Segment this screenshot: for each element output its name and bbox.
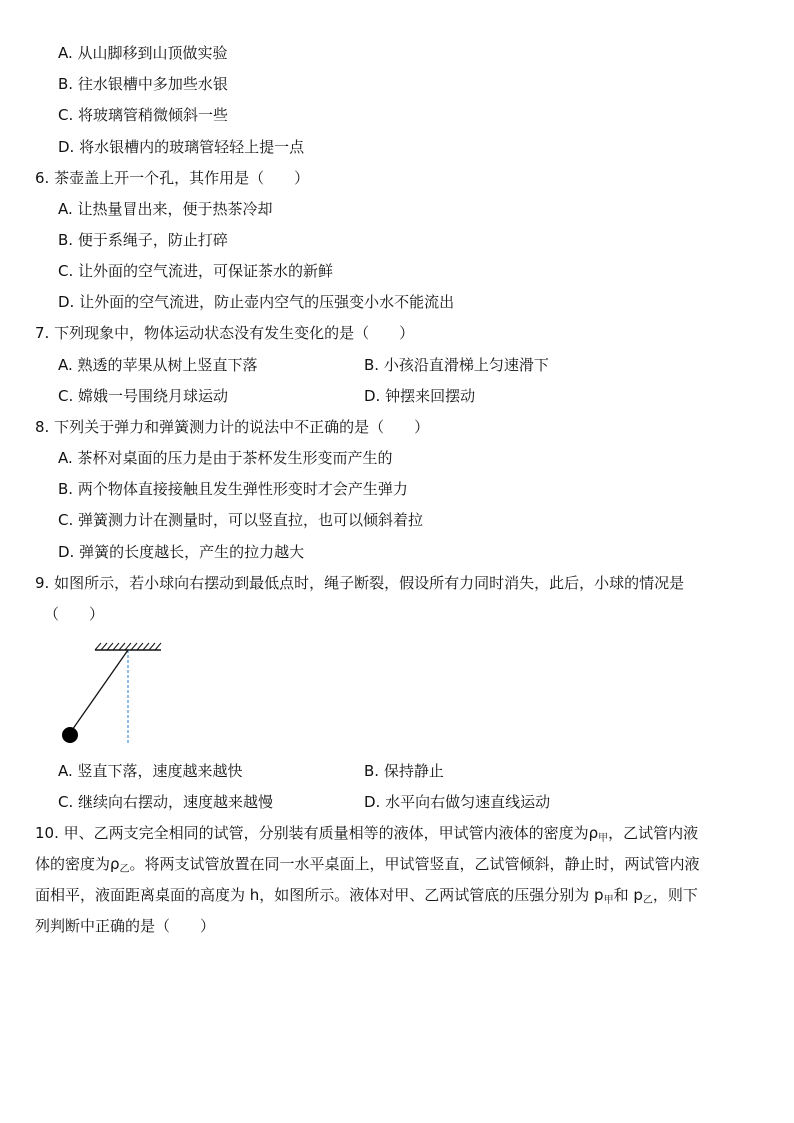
q7-option-a: A. 熟透的苹果从树上竖直下落 [58, 356, 258, 374]
q10-line3 [35, 885, 698, 905]
q9-option-c: C. 继续向右摆动，速度越来越慢 [58, 793, 274, 811]
q10-line1-text: 10. 甲、乙两支完全相同的试管，分别装有质量相等的液体，甲试管内液体的密度为ρ [35, 824, 599, 842]
q5-option-b: B. 往水银槽中多加些水银 [58, 75, 228, 93]
q10-line3-tail: ，则下 [652, 886, 698, 904]
q9-option-a: A. 竖直下落，速度越来越快 [58, 762, 243, 780]
q5-option-c: C. 将玻璃管稍微倾斜一些 [58, 106, 229, 124]
q9-stem-line2: （ ） [44, 605, 105, 623]
q7-option-b: B. 小孩沿直滑梯上匀速滑下 [364, 356, 549, 374]
q5-option-d: D. 将水银槽内的玻璃管轻轻上提一点 [58, 138, 305, 156]
q9-option-d: D. 水平向右做匀速直线运动 [364, 793, 551, 811]
ceiling-hatch [95, 643, 161, 650]
q10-p-jia-subscript: 甲 [603, 895, 614, 906]
q10-line3-mid: 和 p [613, 886, 643, 904]
q10-line3-head: 面相平，液面距离桌面的高度为 h，如图所示。液体对甲、乙两试管底的压强分别为 p [35, 886, 604, 904]
q10-line1-tail: ，乙试管内液 [608, 824, 699, 842]
q9-option-b: B. 保持静止 [364, 762, 444, 780]
q8-option-d: D. 弹簧的长度越长，产生的拉力越大 [58, 543, 305, 561]
q6-option-a: A. 让热量冒出来，便于热茶冷却 [58, 200, 273, 218]
pendulum-figure [55, 640, 175, 752]
q5-option-a: A. 从山脚移到山顶做实验 [58, 44, 228, 62]
q10-p-yi-subscript: 乙 [642, 895, 653, 906]
q10-rho-jia-subscript: 甲 [598, 833, 609, 844]
q7-option-d: D. 钟摆来回摆动 [364, 387, 476, 405]
q10-line2-tail: 。将两支试管放置在同一水平桌面上，甲试管竖直，乙试管倾斜，静止时，两试管内液 [129, 855, 700, 873]
q8-stem: 8. 下列关于弹力和弹簧测力计的说法中不正确的是（ ） [35, 418, 430, 436]
q9-stem-line1: 9. 如图所示，若小球向右摆动到最低点时，绳子断裂，假设所有力同时消失，此后，小球的情况是 [35, 574, 685, 592]
q10-rho-yi-subscript: 乙 [119, 864, 130, 875]
pendulum-ball [62, 727, 78, 743]
q7-stem: 7. 下列现象中，物体运动状态没有发生变化的是（ ） [35, 324, 415, 342]
q6-option-c: C. 让外面的空气流进，可保证茶水的新鲜 [58, 262, 334, 280]
q10-line1 [35, 823, 698, 843]
q8-option-a: A. 茶杯对桌面的压力是由于茶杯发生形变而产生的 [58, 449, 393, 467]
q6-option-b: B. 便于系绳子，防止打碎 [58, 231, 228, 249]
q7-option-c: C. 嫦娥一号围绕月球运动 [58, 387, 229, 405]
q8-option-c: C. 弹簧测力计在测量时，可以竖直拉，也可以倾斜着拉 [58, 511, 424, 529]
q6-option-d: D. 让外面的空气流进，防止壶内空气的压强变小水不能流出 [58, 293, 455, 311]
q10-line2 [35, 854, 700, 874]
q8-option-b: B. 两个物体直接接触且发生弹性形变时才会产生弹力 [58, 480, 408, 498]
pendulum-string [70, 650, 128, 733]
q10-line4: 列判断中正确的是（ ） [35, 917, 216, 935]
q6-stem: 6. 茶壶盖上开一个孔，其作用是（ ） [35, 169, 310, 187]
q10-line2-head: 体的密度为ρ [35, 855, 120, 873]
